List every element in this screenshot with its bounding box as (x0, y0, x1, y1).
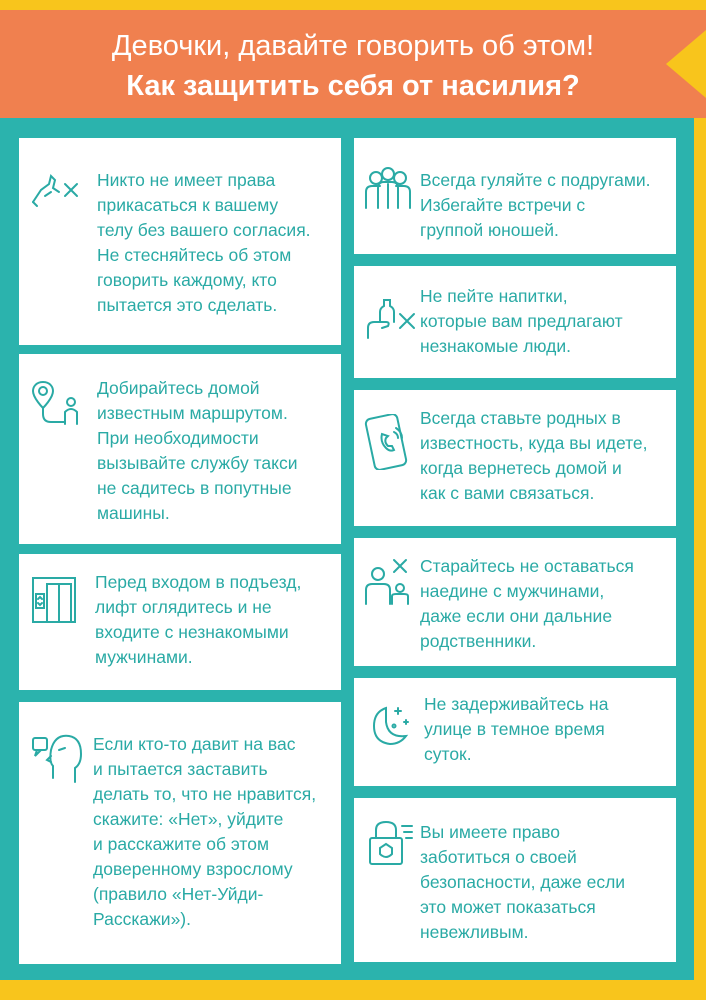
tip-card-friends (354, 138, 676, 254)
tip-inform-text: Всегда ставьте родных в известность, куда вы идете, когда вернетесь домой и как с вами связаться. (420, 408, 648, 503)
tip-card-route (19, 354, 341, 544)
tip-friends-text: Всегда гуляйте с подругами. Избегайте встречи с группой юношей. (420, 170, 651, 240)
tip-card-night (354, 678, 676, 786)
tip-alone-text: Старайтесь не оставаться наедине с мужчинами, даже если они дальние родственники. (420, 556, 634, 651)
group-of-friends-icon (364, 166, 412, 212)
no-touch-icon (29, 168, 79, 208)
tips-panel (0, 118, 694, 980)
tip-card-drinks (354, 266, 676, 378)
security-lock-icon (366, 818, 414, 868)
tip-card-consent (19, 138, 341, 345)
tip-card-safety (354, 798, 676, 962)
page-title-line2: Как защитить себя от насилия? (126, 70, 580, 102)
tip-card-say-no (19, 702, 341, 964)
tip-say-no-text: Если кто-то давит на вас и пытается заставить делать то, что не нравится, скажите: «Нет», уйдите и расскажите об этом доверенному взрослому (правило «Нет-Уйди- Расскажи»). (93, 734, 317, 929)
no-alone-with-man-icon (364, 558, 412, 606)
tip-elevator-text: Перед входом в подъезд, лифт оглядитесь и не входите с незнакомыми мужчинами. (95, 572, 302, 667)
tip-consent-text: Никто не имеет права прикасаться к вашему телу без вашего согласия. Не стесняйтесь об этом говорить каждому, кто пытается это сделать. (97, 170, 311, 315)
phone-call-icon (364, 414, 410, 470)
tip-card-elevator (19, 554, 341, 690)
tip-safety-text: Вы имеете право заботиться о своей безопасности, даже если это может показаться невежливым. (420, 822, 626, 942)
tip-drinks-text: Не пейте напитки, которые вам предлагают незнакомые люди. (420, 286, 623, 356)
tip-card-inform (354, 390, 676, 526)
tip-card-alone (354, 538, 676, 666)
page-title-line1: Девочки, давайте говорить об этом! (111, 30, 595, 62)
tip-night-text: Не задерживайтесь на улице в темное время суток. (424, 694, 609, 764)
speaking-person-icon (31, 730, 85, 786)
route-pin-icon (31, 378, 81, 430)
no-drinks-icon (366, 298, 416, 340)
elevator-icon (31, 576, 77, 626)
tip-route-text: Добирайтесь домой известным маршрутом. При необходимости вызывайте службу такси не садитесь в попутные машины. (97, 378, 298, 523)
moon-night-icon (366, 702, 412, 748)
